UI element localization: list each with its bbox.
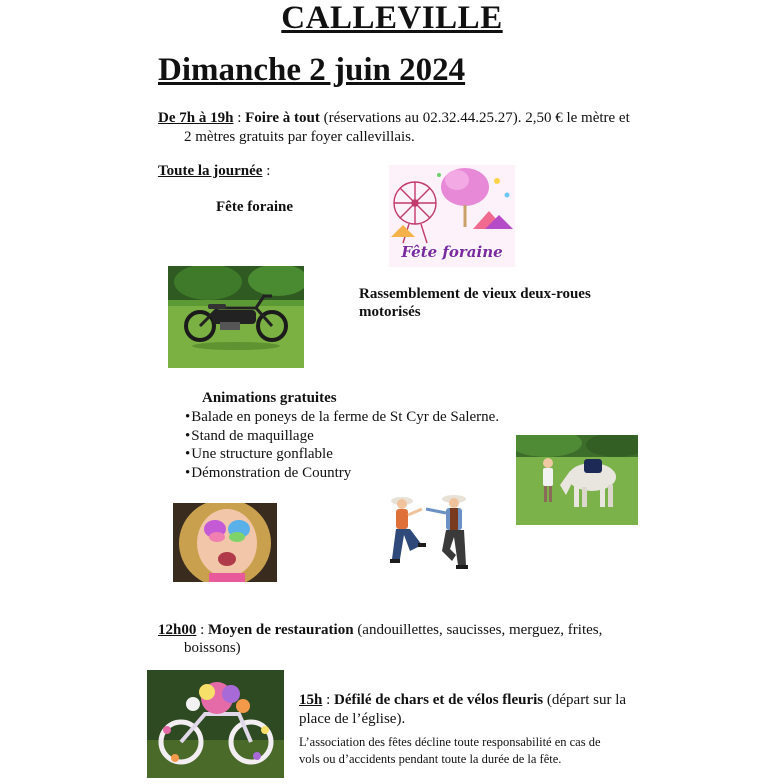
pony-image — [516, 435, 638, 525]
flowered-bike-image — [147, 670, 284, 778]
pony-illustration — [516, 435, 638, 525]
country-dancers-image — [382, 489, 490, 595]
motos-line2: motorisés — [359, 304, 421, 320]
restauration-sep: : — [196, 622, 209, 638]
fete-foraine-image — [389, 165, 515, 267]
foire-details: (réservations au 02.32.44.25.27). 2,50 € le mètre et — [319, 110, 630, 126]
disclaimer-line1: L’association des fêtes décline toute responsabilité en cas de — [299, 735, 601, 749]
journee-suffix: : — [262, 163, 271, 179]
restauration-name: Moyen de restauration — [208, 622, 354, 638]
country-dancers-illustration — [382, 489, 490, 595]
animation-item: • Une structure gonflable — [185, 445, 499, 464]
motorbike-illustration — [168, 266, 304, 368]
fete-foraine-label: Fête foraine — [216, 199, 294, 215]
page-title: CALLEVILLE — [281, 0, 503, 36]
journee-label-wrap — [158, 162, 270, 181]
face-paint-illustration — [173, 503, 277, 582]
restauration-details: (andouillettes, saucisses, merguez, frites, — [353, 622, 603, 638]
restauration-time: 12h00 — [158, 622, 197, 638]
motorbike-image — [168, 266, 304, 368]
flowered-bike-illustration — [147, 670, 284, 778]
restauration-details-line2: boissons) — [184, 640, 241, 656]
fete-foraine-caption: Fête foraine — [401, 243, 503, 261]
animation-item: • Démonstration de Country — [185, 464, 499, 483]
disclaimer-line2: vols ou d’accidents pendant toute la durée de la fête. — [299, 752, 562, 766]
foire-details-line2: 2 mètres gratuits par foyer callevillais. — [184, 129, 415, 145]
foire-time: De 7h à 19h — [158, 110, 234, 126]
defile-time: 15h — [299, 692, 323, 708]
defile-paragraph — [299, 691, 639, 710]
animation-item: • Stand de maquillage — [185, 427, 499, 446]
defile-sep: : — [322, 692, 335, 708]
animations-list — [185, 408, 499, 482]
defile-details: (départ sur la — [543, 692, 627, 708]
foire-paragraph — [158, 109, 648, 128]
journee-label: Toute la journée — [158, 163, 263, 179]
defile-details-line2: place de l’église). — [299, 711, 406, 727]
restauration-paragraph — [158, 621, 638, 640]
foire-sep: : — [233, 110, 246, 126]
motos-line1: Rassemblement de vieux deux-roues — [359, 286, 591, 302]
face-paint-image — [173, 503, 277, 582]
defile-name: Défilé de chars et de vélos fleuris — [334, 692, 544, 708]
animation-item: • Balade en poneys de la ferme de St Cyr de Salerne. — [185, 408, 499, 427]
event-date: Dimanche 2 juin 2024 — [158, 52, 466, 88]
animations-heading: Animations gratuites — [202, 390, 337, 406]
foire-name: Foire à tout — [245, 110, 320, 126]
